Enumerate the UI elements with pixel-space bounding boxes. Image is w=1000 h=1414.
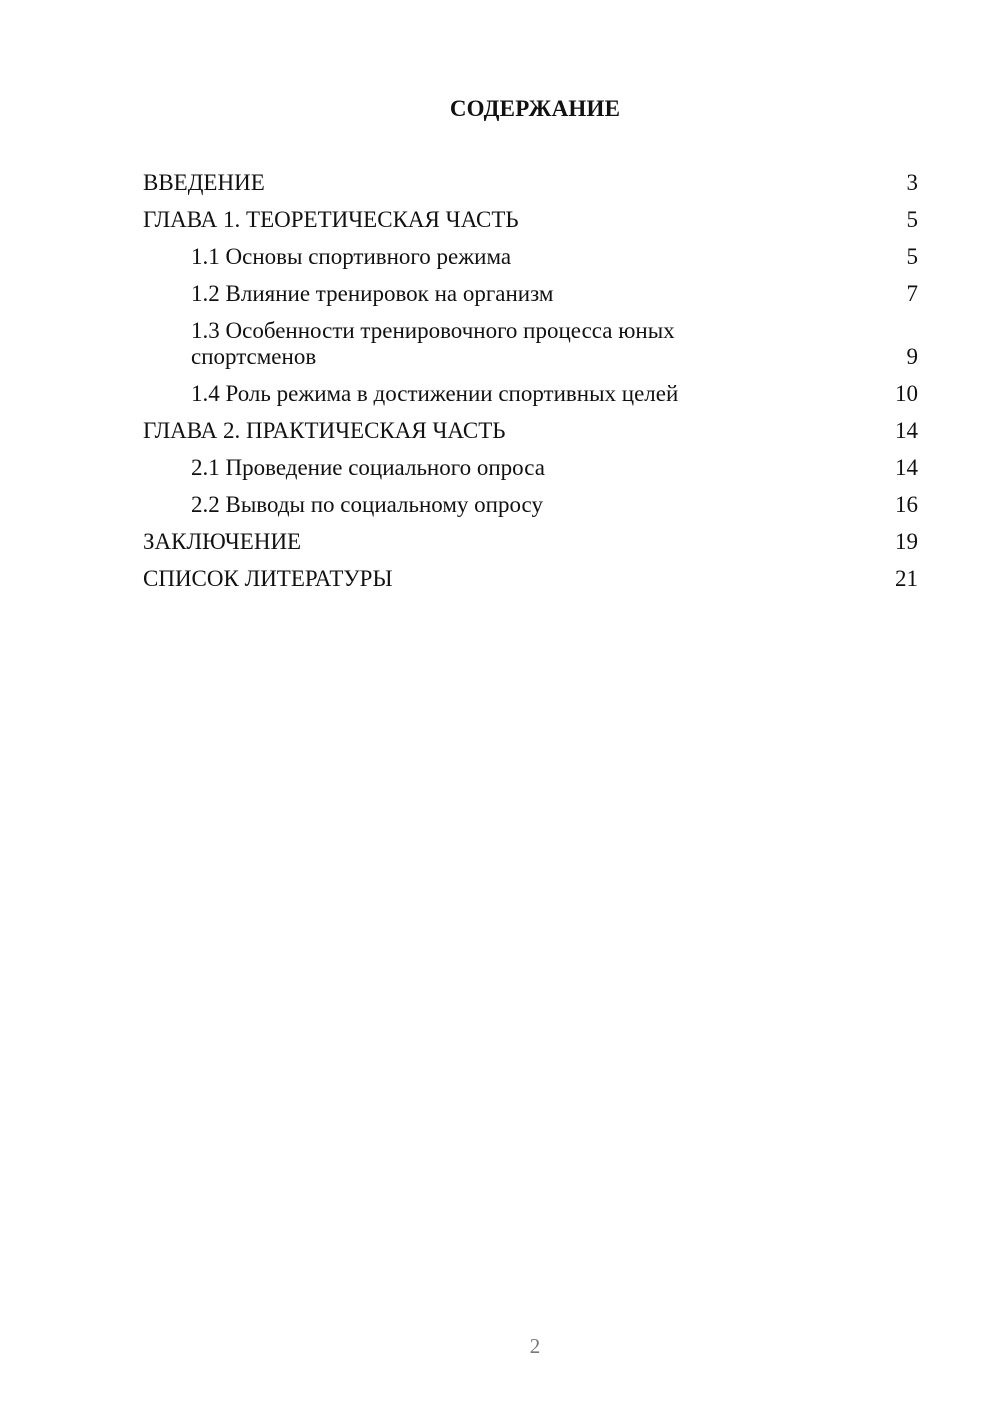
toc-entry-label: 1.1 Основы спортивного режима xyxy=(191,244,512,269)
toc-entry-section-2-2[interactable] xyxy=(143,492,918,518)
toc-entry-page: 21 xyxy=(895,566,918,591)
toc-entry-label: СПИСОК ЛИТЕРАТУРЫ xyxy=(143,566,393,591)
toc-entry-page: 5 xyxy=(906,207,918,232)
toc-entry-label: 1.4 Роль режима в достижении спортивных целей xyxy=(191,381,679,406)
toc-entry-conclusion[interactable] xyxy=(143,529,918,555)
toc-entry-label: ГЛАВА 2. ПРАКТИЧЕСКАЯ ЧАСТЬ xyxy=(143,418,506,443)
toc-entry-section-1-2[interactable] xyxy=(143,281,918,307)
toc-entry-label: ГЛАВА 1. ТЕОРЕТИЧЕСКАЯ ЧАСТЬ xyxy=(143,207,519,232)
toc-entry-page: 16 xyxy=(895,492,918,517)
toc-entry-references[interactable] xyxy=(143,566,918,592)
toc-entry-label: 2.1 Проведение социального опроса xyxy=(191,455,545,480)
toc-entry-label: ЗАКЛЮЧЕНИЕ xyxy=(143,529,302,554)
toc-entry-section-2-1[interactable] xyxy=(143,455,918,481)
toc-entry-label: 1.3 Особенности тренировочного процесса юных спортсменов xyxy=(191,318,675,369)
toc-entry-section-1-4[interactable] xyxy=(143,381,918,407)
toc-entry-label: ВВЕДЕНИЕ xyxy=(143,170,265,195)
toc-entry-page: 19 xyxy=(895,529,918,554)
toc-entry-page: 5 xyxy=(906,244,918,269)
toc-entry-chapter-2[interactable] xyxy=(143,418,918,444)
toc-entry-label: 2.2 Выводы по социальному опросу xyxy=(191,492,543,517)
toc-entry-page: 14 xyxy=(895,455,918,480)
toc-entry-section-1-3[interactable] xyxy=(143,318,918,370)
table-of-contents xyxy=(143,170,918,603)
toc-entry-page: 9 xyxy=(906,344,918,369)
toc-entry-page: 3 xyxy=(906,170,918,195)
toc-entry-introduction[interactable] xyxy=(143,170,918,196)
toc-entry-chapter-1[interactable] xyxy=(143,207,918,233)
page-title: СОДЕРЖАНИЕ xyxy=(449,96,621,121)
toc-entry-page: 10 xyxy=(895,381,918,406)
page-number: 2 xyxy=(529,1334,541,1358)
toc-entry-page: 14 xyxy=(895,418,918,443)
toc-entry-page: 7 xyxy=(906,281,918,306)
toc-entry-section-1-1[interactable] xyxy=(143,244,918,270)
toc-entry-label: 1.2 Влияние тренировок на организм xyxy=(191,281,554,306)
